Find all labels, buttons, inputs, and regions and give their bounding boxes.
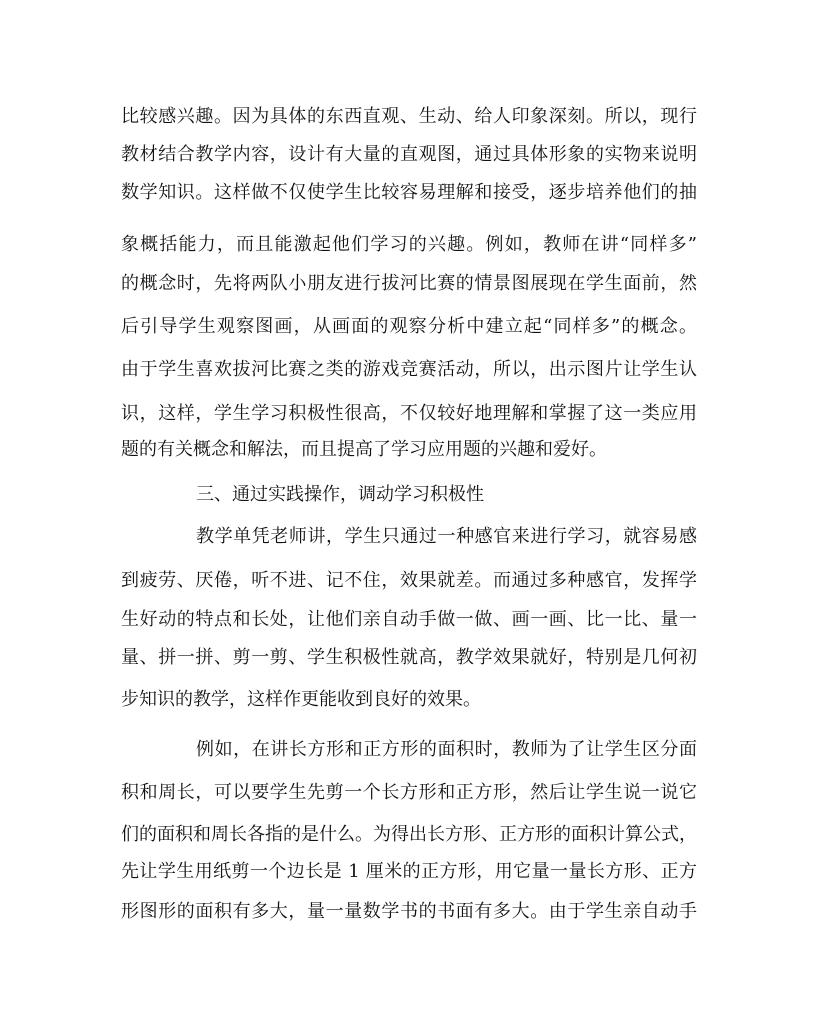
paragraph-2-line-5: 步知识的教学，这样作更能收到良好的效果。 bbox=[121, 689, 481, 710]
paragraph-1-line-4: 象概括能力，而且能激起他们学习的兴趣。例如，教师在讲“同样多” bbox=[121, 234, 697, 255]
paragraph-3-line-3: 们的面积和周长各指的是什么。为得出长方形、正方形的面积计算公式， bbox=[121, 824, 697, 845]
paragraph-1-line-3: 数学知识。这样做不仅使学生比较容易理解和接受，逐步培养他们的抽 bbox=[121, 182, 697, 203]
section-heading: 三、通过实践操作，调动学习积极性 bbox=[196, 484, 484, 505]
paragraph-1-line-7: 由于学生喜欢拔河比赛之类的游戏竞赛活动，所以，出示图片让学生认 bbox=[121, 359, 697, 380]
paragraph-2-line-1: 教学单凭老师讲，学生只通过一种感官来进行学习，就容易感 bbox=[196, 526, 697, 547]
paragraph-1-line-1: 比较感兴趣。因为具体的东西直观、生动、给人印象深刻。所以，现行 bbox=[121, 106, 697, 127]
paragraph-3-line-5: 形图形的面积有多大，量一量数学书的书面有多大。由于学生亲自动手 bbox=[121, 901, 697, 922]
paragraph-1-line-6: 后引导学生观察图画，从画面的观察分析中建立起“同样多”的概念。 bbox=[121, 316, 697, 337]
paragraph-2-line-4: 量、拼一拼、剪一剪、学生积极性就高，教学效果就好，特别是几何初 bbox=[121, 647, 697, 668]
paragraph-1-line-2: 教材结合教学内容，设计有大量的直观图，通过具体形象的实物来说明 bbox=[121, 144, 697, 165]
paragraph-1-line-9: 题的有关概念和解法，而且提高了学习应用题的兴趣和爱好。 bbox=[121, 439, 607, 460]
paragraph-2-line-3: 生好动的特点和长处，让他们亲自动手做一做、画一画、比一比、量一 bbox=[121, 609, 697, 630]
paragraph-1-line-5: 的概念时，先将两队小朋友进行拔河比赛的情景图展现在学生面前，然 bbox=[121, 273, 697, 294]
paragraph-3-line-2: 积和周长，可以要学生先剪一个长方形和正方形，然后让学生说一说它 bbox=[121, 782, 697, 803]
paragraph-3-line-1: 例如，在讲长方形和正方形的面积时，教师为了让学生区分面 bbox=[196, 739, 697, 760]
paragraph-2-line-2: 到疲劳、厌倦，听不进、记不住，效果就差。而通过多种感官，发挥学 bbox=[121, 570, 697, 591]
paragraph-1-line-8: 识，这样，学生学习积极性很高，不仅较好地理解和掌握了这一类应用 bbox=[121, 403, 697, 424]
paragraph-3-line-4: 先让学生用纸剪一个边长是 1 厘米的正方形，用它量一量长方形、正方 bbox=[121, 861, 697, 882]
